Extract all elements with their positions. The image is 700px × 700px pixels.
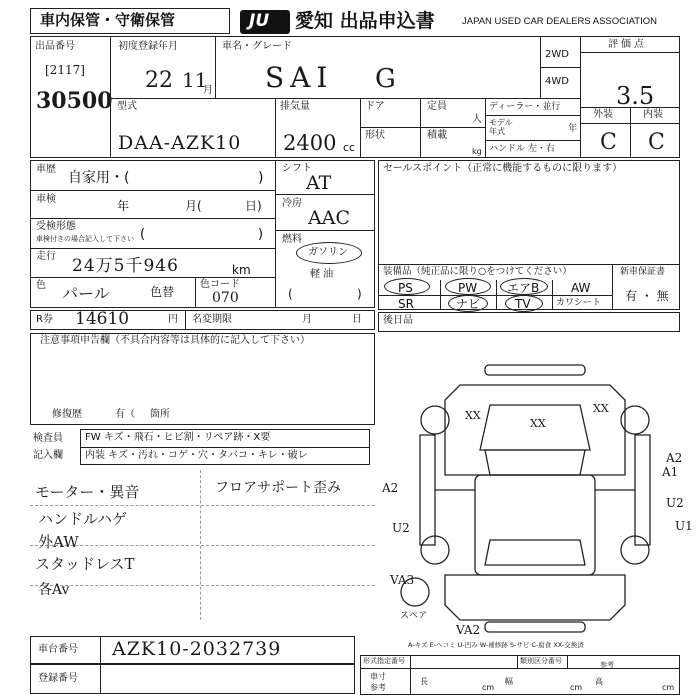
- damage-mark-11: VA2: [456, 623, 481, 637]
- person-unit: 人: [472, 114, 482, 125]
- rear-window: [485, 540, 585, 565]
- notes-label: 注意事項申告欄（不具合内容等は具体的に記入して下さい）: [40, 335, 310, 346]
- mileage-unit: km: [232, 263, 251, 277]
- form-designation-label: 形式指定番号: [363, 657, 405, 665]
- repair-yes: 有（: [115, 409, 135, 420]
- note-studless-tires: スタッドレスT: [35, 555, 135, 573]
- car-damage-diagram: [380, 360, 690, 645]
- equip-sr: SR: [398, 297, 414, 311]
- association-name: JAPAN USED CAR DEALERS ASSOCIATION: [462, 16, 657, 27]
- name-change-day: 日: [352, 314, 362, 325]
- rear-bumper: [485, 622, 585, 632]
- inspection-month: 月(: [185, 199, 202, 213]
- width-label: 幅: [505, 677, 513, 686]
- registration-month-suffix: 月: [203, 85, 213, 96]
- dimension-label: 車寸: [370, 672, 386, 681]
- damage-mark-4: A2: [382, 481, 399, 495]
- plate-box: [30, 664, 355, 694]
- repaint-label: 色替: [150, 285, 175, 299]
- sale-points-label: セールスポイント（正常に機能するものに限ります）: [383, 163, 623, 174]
- transmission-value: AT: [306, 172, 332, 194]
- damage-mark-8: U2: [666, 496, 684, 510]
- fuel-open: (: [288, 287, 293, 301]
- damage-mark-10: VA3: [390, 573, 415, 587]
- note-each-av: 各Av: [38, 582, 70, 598]
- recycle-unit: 円: [168, 314, 178, 325]
- history-label: 車歴: [36, 164, 56, 175]
- equipment-label: 装備品（純正品に限り○をつけてください）: [383, 266, 572, 277]
- interior-label: 内装: [643, 109, 663, 120]
- model-year-label: モデル 年式: [489, 118, 513, 136]
- damage-legend: A-キズ E-ヘコミ U-凹み W-補修跡 S-サビ C-腐食 XX-交換済: [408, 641, 584, 649]
- inspection-year: 年: [117, 199, 130, 213]
- note-motor-noise: モーター・異音: [35, 483, 140, 501]
- aircon-label: 冷房: [282, 198, 302, 209]
- color-label: 色: [36, 280, 46, 291]
- exterior-grade: C: [600, 130, 617, 155]
- load-label: 積載: [427, 130, 447, 141]
- grade-score: 3.5: [616, 82, 655, 110]
- spare-label: スペア: [400, 611, 428, 621]
- equip-ps: PS: [398, 281, 413, 295]
- damage-mark-3: XX: [593, 402, 609, 415]
- acceptance-label: 受検形態: [36, 221, 76, 232]
- capacity-label: 定員: [427, 101, 447, 112]
- drive-2wd: 2WD: [545, 49, 569, 60]
- note-handle-wear: ハンドルハゲ: [38, 510, 127, 528]
- repair-history-label: 修復歴: [52, 409, 82, 420]
- year-unit: 年: [568, 124, 578, 134]
- front-body: [445, 385, 625, 475]
- inspector-label-2: 記入欄: [33, 450, 63, 461]
- equip-leather-seat: カワシート: [556, 298, 602, 308]
- reference-label-2: 参考: [370, 683, 386, 692]
- type-value: DAA-AZK10: [118, 132, 242, 154]
- aircon-value: AAC: [308, 207, 350, 229]
- color-code-value: 070: [212, 290, 239, 306]
- width-cm: cm: [570, 683, 583, 692]
- shape-label: 形状: [365, 130, 385, 141]
- equip-pw: PW: [458, 281, 478, 295]
- acceptance-note: 車検付きの場合記入して下さい: [36, 235, 134, 243]
- form-title: 愛知 出品申込書: [295, 10, 435, 32]
- model-grade: G: [375, 64, 396, 94]
- note-floor-support: フロアサポート歪み: [215, 480, 341, 496]
- inspector-label-1: 検査員: [33, 433, 63, 444]
- length-label: 長: [420, 677, 428, 686]
- recycle-label: R券: [36, 314, 53, 325]
- fuel-label: 燃料: [282, 234, 302, 245]
- front-bumper: [485, 365, 585, 375]
- damage-mark-6: A1: [662, 465, 679, 479]
- name-change-month: 月: [302, 314, 312, 325]
- displacement-label: 排気量: [280, 101, 310, 112]
- later-date-label: 後日品: [383, 315, 413, 326]
- ju-logo-text: JU: [249, 11, 270, 31]
- left-side: [420, 435, 435, 545]
- warranty-yes-no: 有 ・ 無: [625, 289, 669, 303]
- category-label: 類別区分番号: [520, 657, 562, 665]
- damage-mark-9: U1: [675, 519, 693, 533]
- color-value: パール: [62, 284, 110, 303]
- displacement-value: 2400: [283, 131, 337, 155]
- equip-tv: TV: [515, 297, 531, 311]
- history-value: 自家用・(: [68, 170, 130, 186]
- length-cm: cm: [482, 683, 495, 692]
- kg-unit: kg: [472, 147, 482, 156]
- mileage-label: 走行: [36, 251, 56, 262]
- registration-year: 22: [145, 68, 173, 93]
- warranty-label: 新車保証書: [620, 267, 666, 277]
- lot-bracket-number: [2117]: [45, 63, 85, 77]
- inspector-row-2: 内装 キズ・汚れ・コゲ・穴・タバコ・キレ・破レ: [85, 450, 308, 461]
- exterior-label: 外装: [593, 109, 613, 120]
- cc-unit: cc: [343, 141, 356, 154]
- steering-label: ハンドル 左・右: [489, 144, 555, 154]
- lot-number: 30500: [36, 88, 113, 114]
- mileage-value: 24万5千946: [72, 256, 179, 276]
- height-cm: cm: [662, 683, 675, 692]
- note-alloy-wheels: 外AW: [38, 533, 79, 551]
- damage-mark-1: XX: [465, 409, 481, 422]
- doors-label: ドア: [365, 101, 385, 112]
- model-name: SAI: [265, 61, 334, 94]
- repair-location: 箇所: [150, 409, 170, 420]
- rear-body: [445, 575, 625, 620]
- damage-mark-7: U2: [392, 521, 410, 535]
- model-label: 車名・グレード: [222, 41, 292, 52]
- equip-navi: ナビ: [456, 297, 481, 311]
- interior-grade: C: [648, 130, 665, 155]
- lot-label: 出品番号: [35, 41, 75, 52]
- equip-aw: AW: [571, 281, 591, 295]
- plate-label: 登録番号: [38, 673, 78, 684]
- inspection-label: 車検: [36, 194, 56, 205]
- registration-month: 11: [182, 68, 208, 92]
- damage-mark-5: A2: [666, 451, 683, 465]
- windshield: [485, 450, 585, 475]
- chassis-value: AZK10-2032739: [112, 638, 282, 660]
- name-change-label: 名変期限: [192, 314, 232, 325]
- dealer-label: ディーラー・並行: [489, 102, 561, 112]
- color-code-label: 色コード: [200, 279, 240, 290]
- inspection-day: 日): [245, 199, 262, 213]
- acceptance-close: ): [258, 227, 264, 242]
- chassis-label: 車台番号: [38, 644, 78, 655]
- storage-label: 車内保管・守衛保管: [40, 11, 176, 29]
- grade-label: 評価点: [608, 39, 647, 50]
- height-label: 高: [595, 677, 603, 686]
- damage-mark-2: XX: [530, 417, 546, 430]
- history-close: ): [258, 170, 264, 186]
- inspector-row-1: FW キズ・飛石・ヒビ割・リペア跡・X要: [85, 432, 271, 443]
- registration-label: 初度登録年月: [118, 41, 178, 52]
- later-date-box: [378, 312, 680, 332]
- acceptance-open: (: [140, 227, 146, 242]
- right-side: [635, 435, 650, 545]
- type-label: 型式: [117, 101, 137, 112]
- fuel-gasoline: ガソリン: [308, 247, 348, 258]
- fuel-close: ): [357, 287, 362, 301]
- fuel-diesel: 軽 油: [310, 269, 334, 280]
- recycle-value: 14610: [75, 309, 130, 329]
- reference-label-1: 参考: [600, 661, 614, 669]
- equip-airbag: エアB: [507, 281, 540, 295]
- drive-4wd: 4WD: [545, 76, 569, 87]
- transmission-label: シフト: [282, 163, 312, 174]
- cabin: [475, 475, 595, 575]
